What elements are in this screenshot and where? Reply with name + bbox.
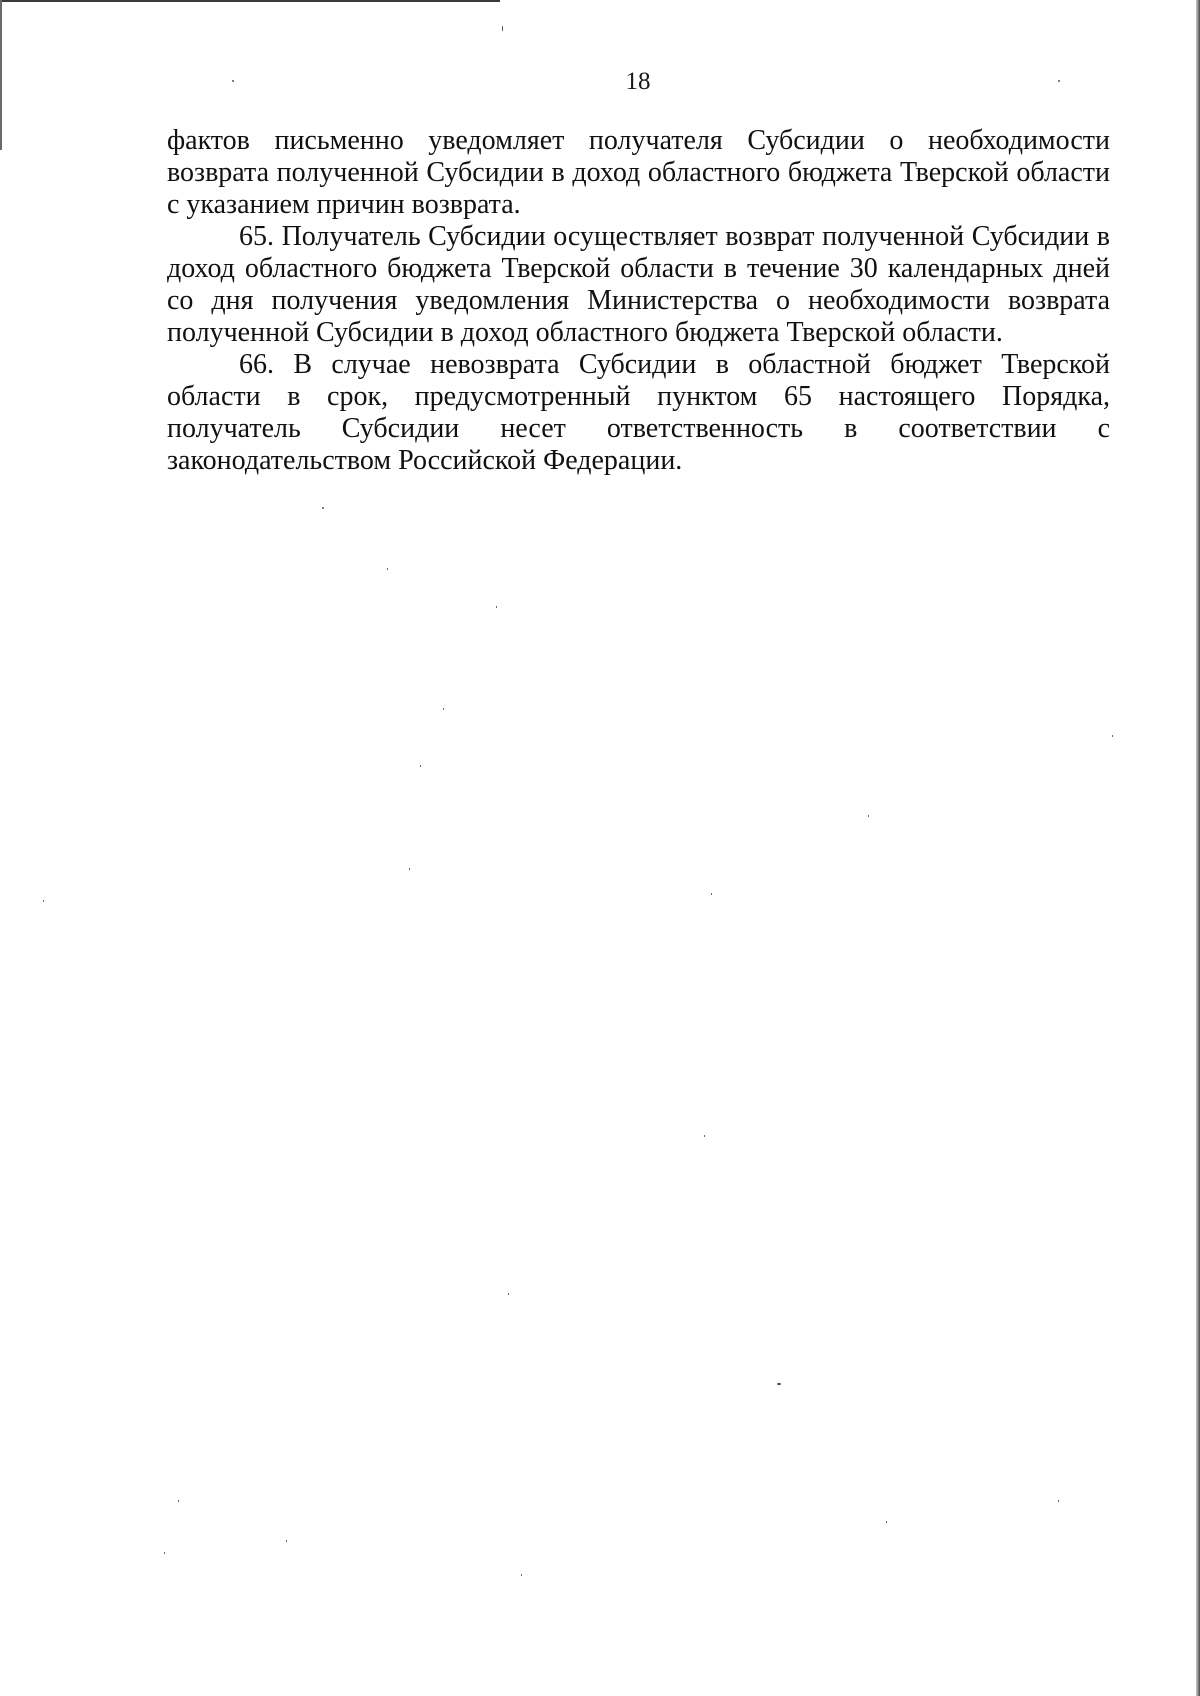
scan-speck	[164, 1552, 165, 1554]
scan-speck	[868, 815, 869, 817]
paragraph-65: 65. Получатель Субсидии осуществляет возврат полученной Субсидии в доход областного бюджета Тверской области в течение 30 календарных дней со дня получения уведомления Министерства о необходимости возврата полученной Субсидии в доход областного бюджета Тверской области.	[167, 221, 1110, 348]
scan-speck	[521, 1574, 522, 1576]
scan-speck	[496, 606, 497, 608]
paragraph-66: 66. В случае невозврата Субсидии в областной бюджет Тверской области в срок, предусмотренный пунктом 65 настоящего Порядка, получатель Субсидии несет ответственность в соответствии с законодательством Российской Федерации.	[167, 349, 1110, 476]
scan-speck	[777, 1383, 781, 1385]
scan-speck	[1112, 735, 1113, 737]
scan-speck	[420, 765, 421, 767]
scan-edge-top	[0, 0, 500, 2]
scan-speck	[1058, 1500, 1059, 1502]
scan-speck	[711, 893, 712, 895]
scan-speck	[443, 708, 444, 710]
scan-speck	[704, 1135, 705, 1137]
page-number: 18	[625, 68, 651, 95]
scan-edge-right	[1196, 0, 1200, 1696]
paragraph-continuation: фактов письменно уведомляет получателя Субсидии о необходимости возврата полученной Субсидии в доход областного бюджета Тверской области с указанием причин возврата.	[167, 125, 1110, 220]
scan-speck	[409, 868, 410, 870]
scan-speck	[43, 900, 44, 902]
scan-speck	[886, 1521, 887, 1523]
scan-speck	[387, 568, 388, 570]
scan-speck	[508, 1293, 509, 1295]
document-body	[167, 125, 1110, 477]
scan-speck	[322, 507, 324, 509]
scan-speck	[502, 26, 503, 31]
scan-speck	[286, 1540, 287, 1542]
scan-speck	[178, 1500, 179, 1502]
